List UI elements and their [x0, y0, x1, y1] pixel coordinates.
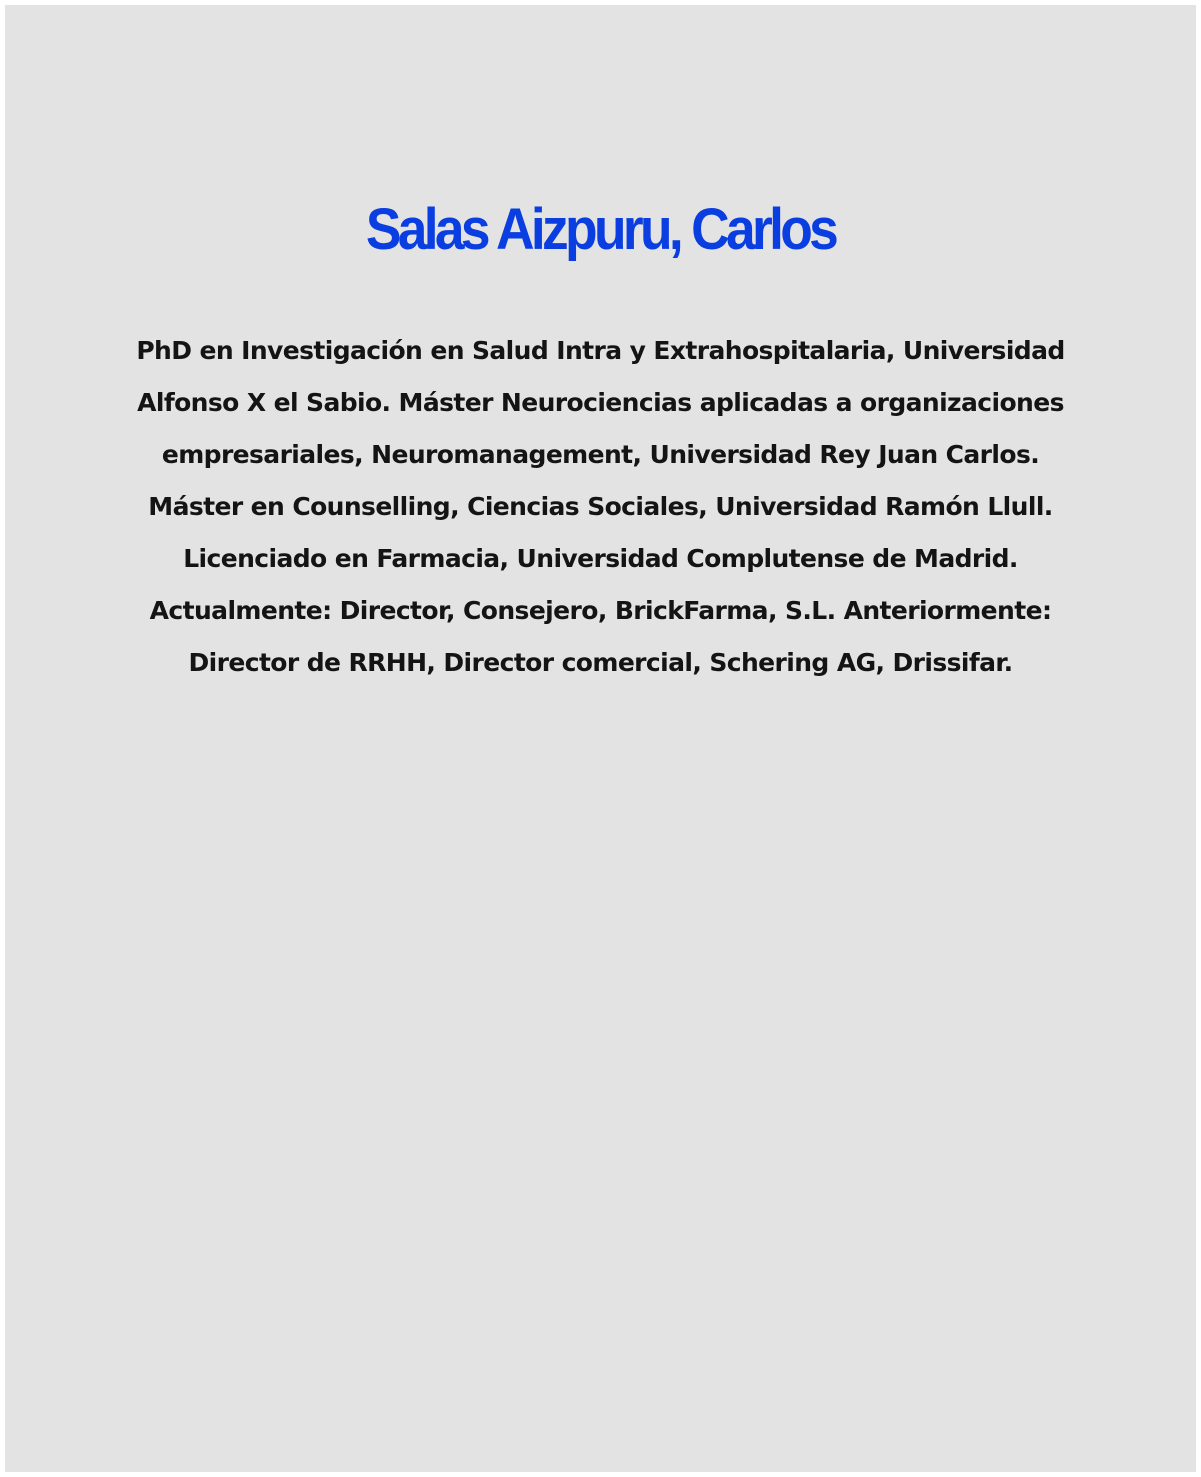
person-name: Salas Aizpuru, Carlos [365, 197, 836, 262]
person-bio: PhD en Investigación en Salud Intra y Extrahospitalaria, Universidad Alfonso X el Sabio. Máster Neurociencias aplicadas a organizaciones empresariales, Neuromanagement, Universidad Rey Juan Carlos. Máster en Counselling, Ciencias Sociales, Universidad Ramón Llull. Licenciado en Farmacia, Universidad Complutense de Madrid. Actualmente: Director, Consejero, BrickFarma, S.L. Anteriormente: Director de RRHH, Director comercial, Schering AG, Drissifar. [136, 336, 1065, 677]
profile-card [5, 5, 1196, 1472]
